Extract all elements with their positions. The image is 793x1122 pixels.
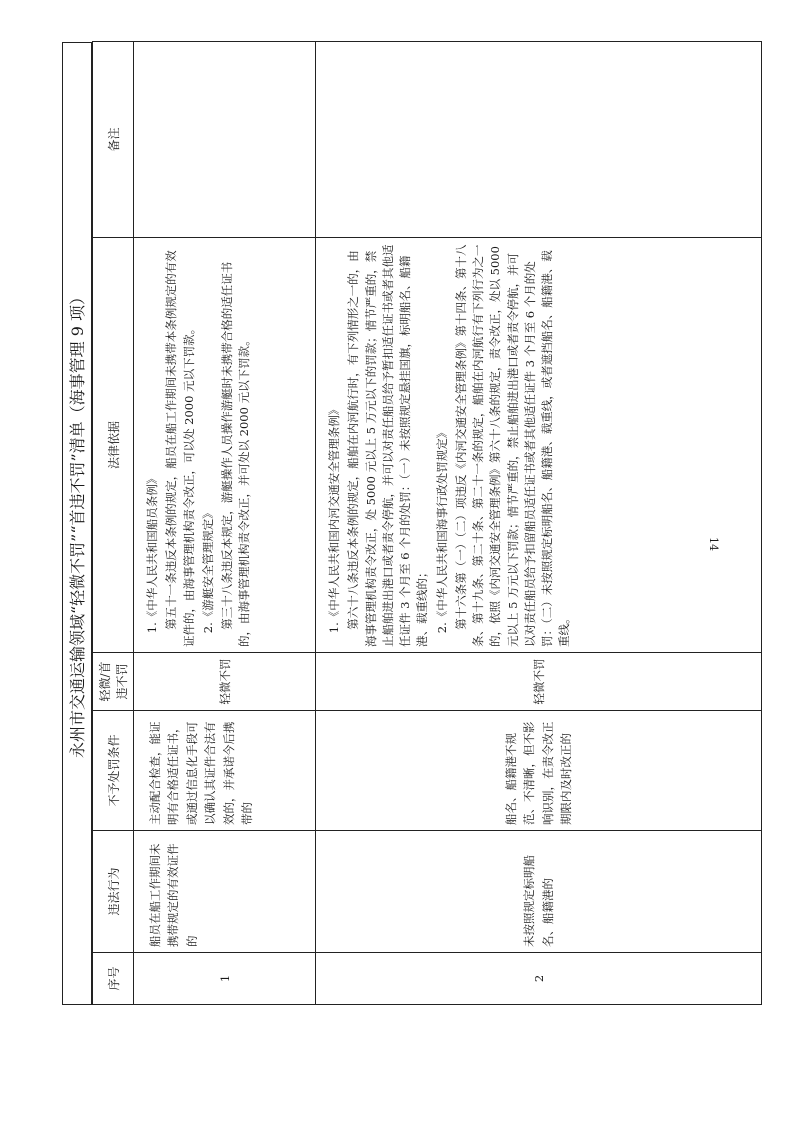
row-no: 1: [134, 953, 316, 1005]
row-basis: [316, 238, 762, 653]
row-no: 2: [316, 953, 762, 1005]
basis-line: 1.《中华人民共和国内河交通安全管理条例》: [327, 403, 341, 634]
row-type: 轻微不罚: [316, 653, 762, 711]
basis-line: 第五十一条违反本条例的规定，船员在船工作期间未携带本条例规定的有效证件的，由海事管理机构责令改正，可以处 2000 元以下罚款。: [164, 250, 196, 647]
header-condition: 不予处罚条件: [93, 711, 134, 831]
penalty-table: [92, 41, 762, 1005]
basis-line: 2.《游艇安全管理规定》: [200, 507, 215, 634]
row-type: 轻微不罚: [134, 653, 316, 711]
table-row: [134, 42, 316, 1005]
basis-line: 第十六条第（一）（二）项违反《内河交通安全管理条例》第十四条、第十八条、第十九条、第二十条、第二十一条的规定，船舶在内河航行有下列行为之一的，依照《内河交通安全管理条例》第六十八条的规定，责令改正，处以 5000 元以上 5 万元以下罚款；情节严重的，禁止船舶进出港口或者责令停航，并可以对责任船员给予扣留船员适任证书或者其他适任证件 3 个月至 6 个月的处罚：（二）未按照规定标明船名、船籍港、载重线，或者遮挡船名、船籍港、载重线。: [453, 244, 572, 647]
row-basis: [134, 238, 316, 653]
row-remark: [134, 42, 316, 238]
row-condition: 主动配合检查，能证明有合格适任证书，或通过信息化手段可以确认其证件合法有效的，并承诺今后携带的: [134, 711, 316, 831]
basis-line: 1.《中华人民共和国船员条例》: [145, 472, 159, 634]
table-header-row: [93, 42, 134, 1005]
row-violation: 未按照规定标明船名、船籍港的: [316, 831, 762, 953]
header-basis: 法律依据: [93, 238, 134, 653]
basis-line: 2.《中华人民共和国海事行政处罚规定》: [434, 426, 449, 634]
page-title: 永州市交通运输领域“轻微不罚”“首违不罚”清单（海事管理 9 项）: [62, 42, 92, 1005]
header-violation: 违法行为: [93, 831, 134, 953]
row-remark: [316, 42, 762, 238]
row-violation: 船员在船工作期间未携带规定的有效证件的: [134, 831, 316, 953]
header-type: 轻微/首违不罚: [93, 653, 134, 711]
basis-line: 第三十八条违反本规定，游艇操作人员操作游艇时未携带合格的适任证书的，由海事管理机构责令改正，并可处以 2000 元以下罚款。: [220, 261, 252, 647]
page-number: 14: [707, 537, 720, 551]
basis-line: 第六十八条违反本条例的规定，船舶在内河航行时，有下列情形之一的，由海事管理机构责令改正，处 5000 元以上 5 万元以下的罚款；情节严重的，禁止船舶进出港口或者责令停航，并可以对责任船员给予暂扣适任证书或者其他适任证件 3 个月至 6 个月的处罚：（一）未按照规定悬挂国旗，标明船名、船籍港、载重线的；: [346, 244, 430, 647]
table-row: [316, 42, 762, 1005]
rotated-page: [62, 42, 762, 1005]
header-no: 序号: [93, 953, 134, 1005]
header-remark: 备注: [93, 42, 134, 238]
row-condition: 船名、船籍港不规范、不清晰，但不影响识别，在责令改正期限内及时改正的: [316, 711, 762, 831]
